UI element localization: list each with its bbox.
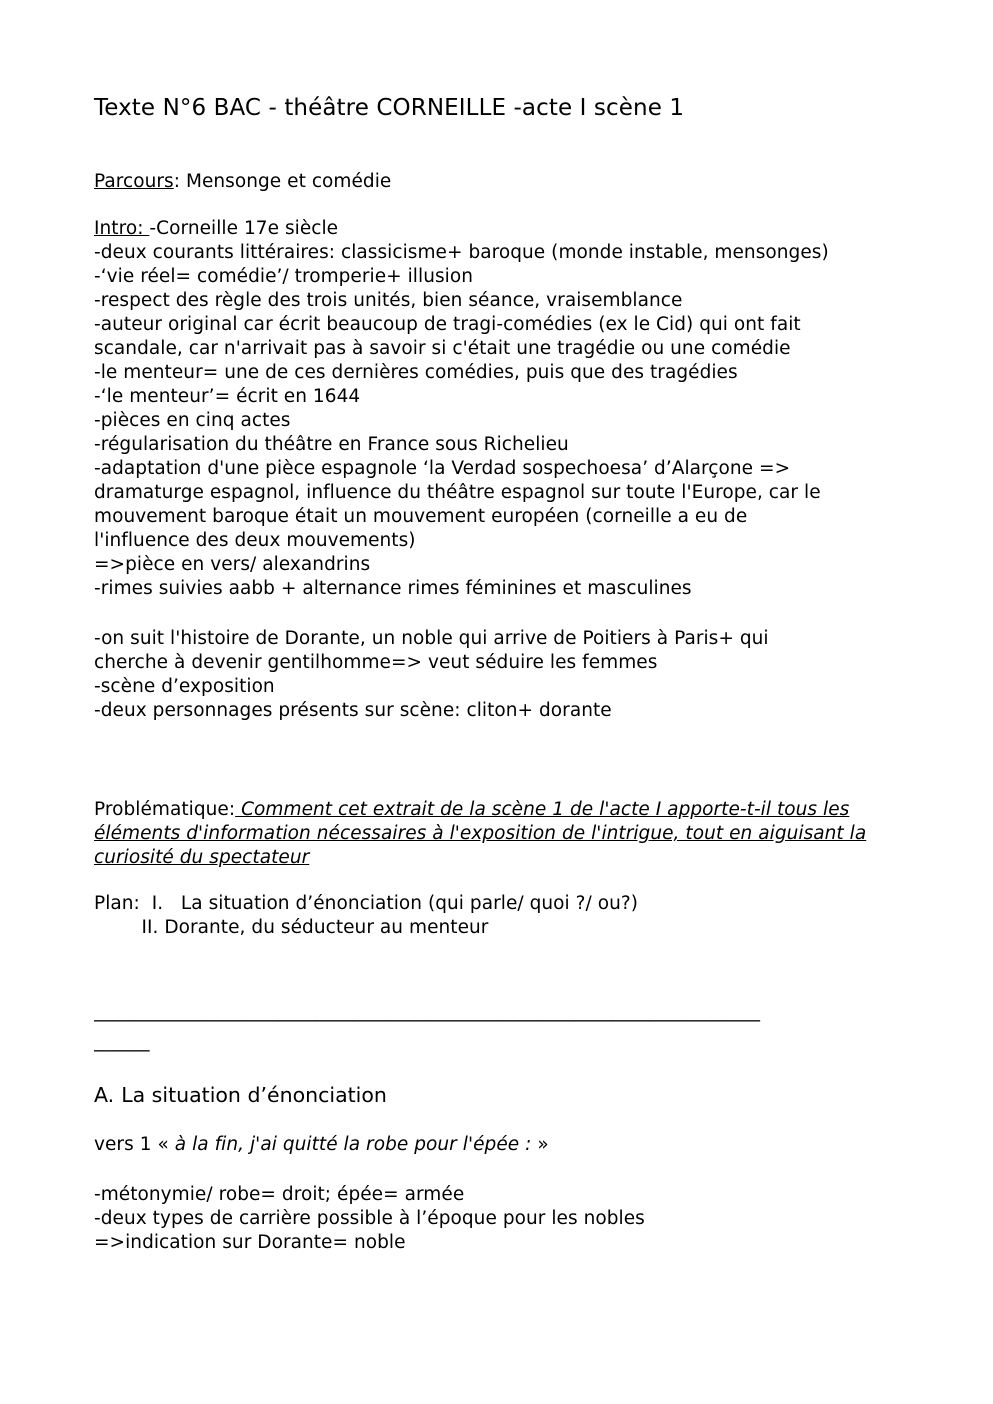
intro-line: -deux courants littéraires: classicisme+ baroque (monde instable, mensonges) — [94, 242, 829, 263]
parcours-value: : Mensonge et comédie — [173, 171, 392, 192]
intro-line: -rimes suivies aabb + alternance rimes féminines et masculines — [94, 578, 692, 599]
section-a-marker: A. — [94, 1083, 115, 1107]
intro-label: Intro: — [94, 218, 150, 239]
intro-line: -auteur original car écrit beaucoup de tragi-comédies (ex le Cid) qui ont fait — [94, 314, 801, 335]
quote-open-guillemet: « — [157, 1134, 175, 1155]
intro-line: -le menteur= une de ces dernières comédies, puis que des tragédies — [94, 362, 738, 383]
plan-item-2: II. Dorante, du séducteur au menteur — [141, 917, 489, 938]
intro-line: =>pièce en vers/ alexandrins — [94, 554, 371, 575]
plan-paragraph — [94, 892, 894, 940]
parcours-line — [94, 170, 894, 194]
analysis-line: -métonymie/ robe= droit; épée= armée — [94, 1184, 465, 1205]
separator — [94, 997, 954, 1057]
intro-paragraph — [94, 217, 894, 601]
plan-row-1 — [94, 892, 894, 916]
intro-line: -‘vie réel= comédie’/ tromperie+ illusion — [94, 266, 473, 287]
parcours-paragraph — [94, 170, 894, 194]
analysis-line: =>indication sur Dorante= noble — [94, 1232, 406, 1253]
vers-quote-text: à la fin, j'ai quitté la robe pour l'épée : — [174, 1134, 538, 1155]
section-a-title: La situation d’énonciation — [121, 1083, 387, 1107]
histoire-line: -scène d’exposition — [94, 676, 275, 697]
intro-line: dramaturge espagnol, influence du théâtre espagnol sur toute l'Europe, car le — [94, 482, 821, 503]
problematique-label: Problématique: — [94, 799, 236, 820]
parcours-label: Parcours — [94, 171, 174, 192]
separator-line-short: ______ — [94, 1031, 150, 1052]
plan-row-2 — [94, 916, 894, 940]
problematique-paragraph — [94, 798, 909, 870]
section-a-heading — [94, 1081, 387, 1109]
intro-line: mouvement baroque était un mouvement européen (corneille a eu de — [94, 506, 748, 527]
intro-line: -‘le menteur’= écrit en 1644 — [94, 386, 361, 407]
histoire-line: -deux personnages présents sur scène: cliton+ dorante — [94, 700, 612, 721]
intro-line: -pièces en cinq actes — [94, 410, 291, 431]
quote-close-guillemet: » — [537, 1134, 549, 1155]
intro-first-line — [94, 217, 894, 241]
plan-label: Plan: — [94, 893, 152, 914]
intro-line: -adaptation d'une pièce espagnole ‘la Verdad sospechoesa’ d’Alarçone => — [94, 458, 791, 479]
page-title: Texte N°6 BAC - théâtre CORNEILLE -acte I scène 1 — [94, 95, 685, 121]
histoire-line: -on suit l'histoire de Dorante, un noble qui arrive de Poitiers à Paris+ qui — [94, 628, 769, 649]
intro-line: -régularisation du théâtre en France sous Richelieu — [94, 434, 569, 455]
intro-first-line-text: -Corneille 17e siècle — [149, 218, 339, 239]
analysis-paragraph — [94, 1183, 894, 1255]
problematique-question: Comment cet extrait de la scène 1 de l'acte I apporte-t-il tous les éléments d'information nécessaires à l'exposition de l'intrigue, tout en aiguisant la curiosité du spectateur — [94, 799, 867, 868]
histoire-paragraph — [94, 627, 894, 723]
vers-label: vers 1 — [94, 1134, 158, 1155]
histoire-line: cherche à devenir gentilhomme=> veut séduire les femmes — [94, 652, 658, 673]
analysis-line: -deux types de carrière possible à l’époque pour les nobles — [94, 1208, 645, 1229]
plan-item-1: I. La situation d’énonciation (qui parle/ quoi ?/ ou?) — [151, 893, 639, 914]
intro-line: l'influence des deux mouvements) — [94, 530, 416, 551]
vers-quote-line — [94, 1133, 794, 1157]
plan-indent — [94, 917, 141, 938]
separator-line-long: ________________________________________________________________________ — [94, 1001, 760, 1022]
intro-line: scandale, car n'arrivait pas à savoir si c'était une tragédie ou une comédie — [94, 338, 791, 359]
intro-line: -respect des règle des trois unités, bien séance, vraisemblance — [94, 290, 683, 311]
